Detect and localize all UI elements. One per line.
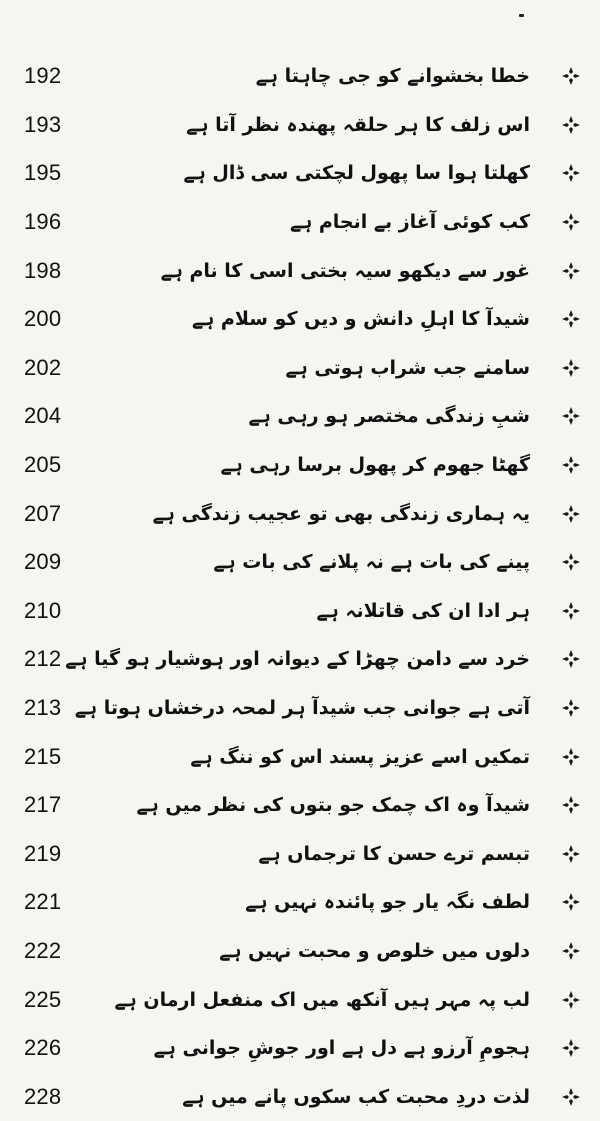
toc-entry-10[interactable] (0, 489, 600, 538)
bullet-icon (560, 357, 582, 379)
toc-entry-title: پینے کی بات ہے نہ پلانے کی بات ہے (213, 551, 530, 574)
toc-page-number: 222 (24, 937, 62, 963)
toc-entry-title: آتی ہے جوانی جب شیدآ ہر لمحہ درخشاں ہوتا ہے (74, 697, 530, 720)
toc-page-number: 192 (24, 63, 62, 89)
toc-page-number: 207 (24, 500, 62, 526)
toc-entry-title: شیدآ وہ اک چمک جو بتوں کی نظر میں ہے (136, 794, 530, 817)
toc-entry-title: لذت دردِ محبت کب سکوں پانے میں ہے (182, 1085, 530, 1108)
toc-page-number: 219 (24, 840, 62, 866)
bullet-icon (560, 503, 582, 525)
toc-entry-2[interactable] (0, 101, 600, 150)
toc-entry-5[interactable] (0, 246, 600, 295)
toc-entry-title: شبِ زندگی مختصر ہو رہی ہے (248, 405, 530, 428)
toc-entry-17[interactable] (0, 830, 600, 879)
toc-entry-1[interactable] (0, 52, 600, 101)
toc-entry-20[interactable] (0, 975, 600, 1024)
toc-entry-title: کب کوئی آغاز بے انجام ہے (289, 211, 530, 234)
bullet-icon (560, 551, 582, 573)
toc-entry-title: کھلتا ہوا سا پھول لچکتی سی ڈال ہے (183, 162, 530, 185)
toc-page-number: 217 (24, 792, 62, 818)
toc-entry-title: ہر ادا ان کی قاتلانہ ہے (316, 599, 530, 622)
bullet-icon (560, 1037, 582, 1059)
bullet-icon (560, 697, 582, 719)
toc-entry-title: یہ ہماری زندگی بھی تو عجیب زندگی ہے (152, 502, 530, 525)
toc-entry-title: سامنے جب شراب ہوتی ہے (285, 356, 530, 379)
toc-entry-19[interactable] (0, 927, 600, 976)
toc-page-number: 210 (24, 597, 62, 623)
bullet-icon (560, 746, 582, 768)
bullet-icon (560, 308, 582, 330)
toc-page-number: 226 (24, 1035, 62, 1061)
toc-entry-6[interactable] (0, 295, 600, 344)
toc-entry-title: لطف نگہ یار جو پائندہ نہیں ہے (245, 891, 530, 914)
toc-page-number: 196 (24, 209, 62, 235)
bullet-icon (560, 454, 582, 476)
toc-entry-3[interactable] (0, 149, 600, 198)
toc-page-number: 225 (24, 986, 62, 1012)
toc-page-number: 195 (24, 160, 62, 186)
bullet-icon (560, 405, 582, 427)
toc-page-number: 221 (24, 889, 62, 915)
toc-entry-13[interactable] (0, 635, 600, 684)
bullet-icon (560, 162, 582, 184)
toc-entry-8[interactable] (0, 392, 600, 441)
bullet-icon (560, 891, 582, 913)
toc-entry-16[interactable] (0, 781, 600, 830)
bullet-icon (560, 794, 582, 816)
toc-page-number: 212 (24, 646, 62, 672)
toc-entry-title: دلوں میں خلوص و محبت نہیں ہے (219, 939, 530, 962)
toc-entry-11[interactable] (0, 538, 600, 587)
bullet-icon (560, 211, 582, 233)
bullet-icon (560, 1086, 582, 1108)
toc-entry-title: تمکیں اسے عزیز پسند اس کو ننگ ہے (190, 745, 530, 768)
toc-page-number: 193 (24, 111, 62, 137)
toc-entry-12[interactable] (0, 587, 600, 636)
bullet-icon (560, 260, 582, 282)
toc-entry-14[interactable] (0, 684, 600, 733)
toc-page-number: 204 (24, 403, 62, 429)
bullet-icon (560, 65, 582, 87)
toc-page-number: 198 (24, 257, 62, 283)
toc-entry-title: ہجومِ آرزو ہے دل ہے اور جوشِ جوانی ہے (153, 1037, 530, 1060)
toc-entry-4[interactable] (0, 198, 600, 247)
bullet-icon (560, 114, 582, 136)
toc-entry-title: غور سے دیکھو سیہ بختی اسی کا نام ہے (160, 259, 530, 282)
toc-page-number: 215 (24, 743, 62, 769)
bullet-icon (560, 843, 582, 865)
toc-entry-title: خطا بخشوانے کو جی چاہتا ہے (255, 65, 530, 88)
toc-page-number: 200 (24, 306, 62, 332)
toc-entry-title: خرد سے دامن چھڑا کے دیوانہ اور ہوشیار ہو گیا ہے (65, 648, 530, 671)
bullet-icon (560, 940, 582, 962)
toc-entry-21[interactable] (0, 1024, 600, 1073)
bullet-icon (560, 648, 582, 670)
toc-page-number: 202 (24, 354, 62, 380)
toc-entry-15[interactable] (0, 732, 600, 781)
toc-entry-title: تبسم ترے حسن کا ترجماں ہے (258, 842, 530, 865)
ink-mark (519, 14, 524, 17)
bullet-icon (560, 989, 582, 1011)
toc-entry-title: گھٹا جھوم کر پھول برسا رہی ہے (220, 454, 530, 477)
toc-entry-9[interactable] (0, 441, 600, 490)
toc-entry-title: اس زلف کا ہر حلقہ پھندہ نظر آتا ہے (186, 113, 530, 136)
toc-page-number: 209 (24, 549, 62, 575)
toc-page-number: 213 (24, 695, 62, 721)
toc-entry-18[interactable] (0, 878, 600, 927)
toc-page-number: 205 (24, 452, 62, 478)
bullet-icon (560, 600, 582, 622)
table-of-contents (0, 52, 600, 1121)
toc-entry-7[interactable] (0, 344, 600, 393)
toc-page-number: 228 (24, 1083, 62, 1109)
toc-entry-title: شیدآ کا اہلِ دانش و دیں کو سلام ہے (192, 308, 530, 331)
toc-entry-title: لب پہ مہر ہیں آنکھ میں اک منفعل ارمان ہے (114, 988, 530, 1011)
toc-entry-22[interactable] (0, 1072, 600, 1121)
